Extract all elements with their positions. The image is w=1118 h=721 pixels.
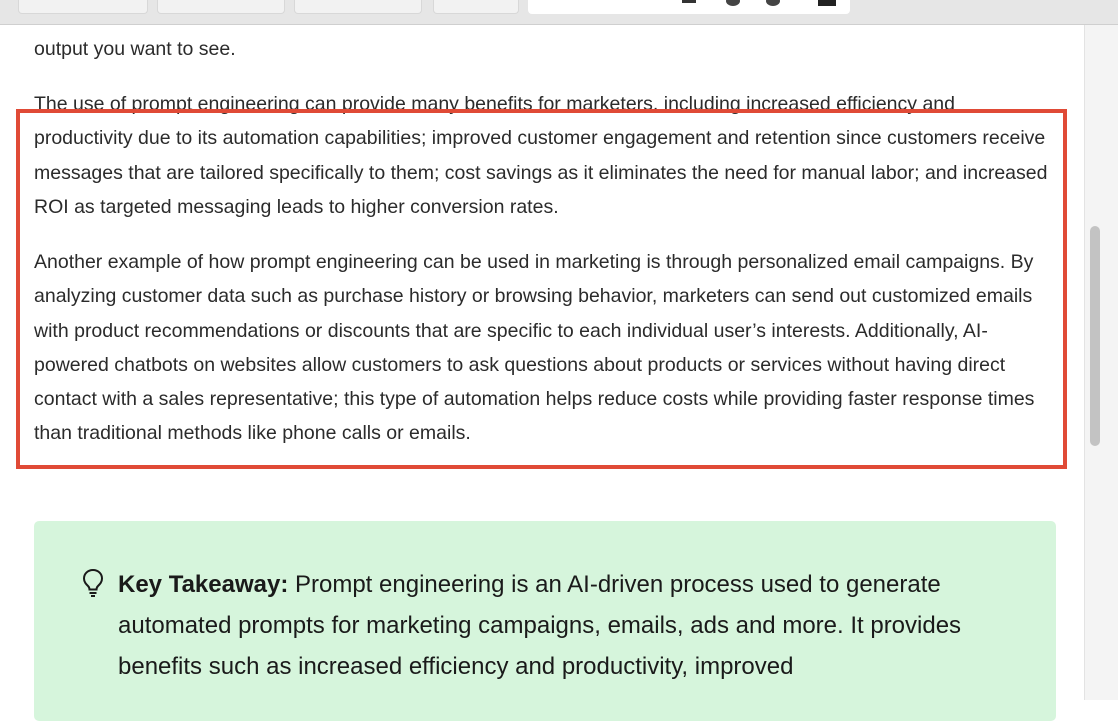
toolbar-tab[interactable] <box>157 0 285 14</box>
article-paragraph: Another example of how prompt engineering can be used in marketing is through personalized email campaigns. By analyzing customer data such as purchase history or browsing behavior, marketers can send out customized emails with product recommendations or discounts that are specific to each individual user’s interests. Additionally, AI-powered chatbots on websites allow customers to ask questions about products or services without having direct contact with a sales representative; this type of automation helps reduce costs while providing faster response times than traditional methods like phone calls or emails. <box>34 251 1035 445</box>
key-takeaway-body: Prompt engineering is an AI-driven process used to generate automated prompts for marketing campaigns, emails, ads and more. It provides benefits such as increased efficiency and productivity, improved <box>118 571 962 680</box>
toolbar-tab[interactable] <box>294 0 422 14</box>
toolbar-tab[interactable] <box>18 0 148 14</box>
bold-icon[interactable] <box>818 0 836 6</box>
key-takeaway-label: Key Takeaway: <box>118 571 289 598</box>
scrollbar-thumb[interactable] <box>1090 226 1100 446</box>
article-paragraph: The use of prompt engineering can provide many benefits for marketers, including increased efficiency and productivity due to its automation capabilities; improved customer engagement and retention since customers receive messages that are tailored specifically to them; cost savings as it eliminates the need for manual labor; and increased ROI as targeted messaging leads to higher conversion rates. <box>34 93 1048 218</box>
lightbulb-icon <box>82 568 104 598</box>
top-toolbar <box>0 0 1118 25</box>
article-paragraph: output you want to see. <box>34 38 236 60</box>
underline-icon[interactable] <box>682 0 696 3</box>
toolbar-tab[interactable] <box>433 0 519 14</box>
key-takeaway-text <box>118 564 1028 687</box>
